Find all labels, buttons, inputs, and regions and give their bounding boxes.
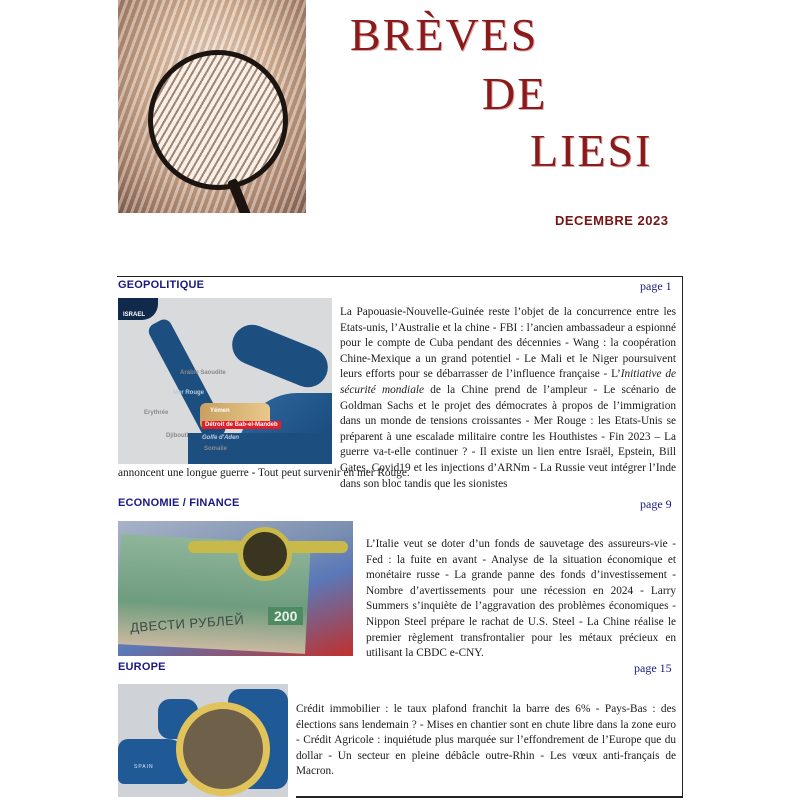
map-label-erythree: Erythrée	[144, 410, 169, 416]
masthead-line-1: BRÈVES	[350, 9, 539, 60]
section-title-europe: EUROPE	[118, 661, 166, 673]
page-ref-geopolitique[interactable]: page 1	[640, 279, 672, 293]
europe-euro-map-image	[118, 684, 288, 797]
geopolitique-text-part-2: de la Chine prend de l’ampleur - Le scénario de Goldman Sachs et le projet des démocrates à propos de l’immigration dans un monde de tensions croissantes - Mer Rouge : les Etats-Unis se préparent à une escalade militaire contre les Houthistes - Fin 2023 – La guerre va-t-elle continuer ? - Il existe un lien entre Israël, Epstein, Bill Gates, Covid19 et les injections d’ARNm - La Russie veut intégrer l’Inde dans son bloc tandis que les sionistes	[340, 383, 676, 490]
europe-article-text: Crédit immobilier : le taux plafond franchit la barre des 6% - Pays-Bas : des élections sans lendemain ? - Mises en chantier sont en chute libre dans la zone euro - Crédit Agricole : inquiétude plus marquée sur l’effondrement de l’Europe que du dollar - Un secteur en pleine débâcle outre-Rhin - Les vœux anti-français de Macron.	[296, 703, 676, 778]
frame-bottom-border	[296, 796, 683, 798]
map-label-somalie: Somalie	[204, 446, 228, 452]
masthead-line-3: LIESI	[530, 125, 653, 176]
map-label-arabie: Arabie Saoudite	[180, 370, 226, 376]
economie-finance-article-text: L’Italie veut se doter d’un fonds de sauvetage des assureurs-vie - Fed : la fuite en avant - Analyse de la situation économique et monétaire russe - La grande panne des fonds d’investissement - Nombre d’avertissements pour une récession en 2024 - Larry Summers s’inquiète de l’aggravation des problèmes économiques - Nippon Steel prépare le rachat de U.S. Steel - La Chine réalise le premier règlement transfrontalier pour les métaux précieux en utilisant la CBDC e-CNY.	[366, 538, 676, 660]
geopolitique-article-text	[340, 305, 676, 492]
masthead-line-2: DE	[482, 68, 548, 119]
section-title-geopolitique: GEOPOLITIQUE	[118, 279, 205, 291]
map-label-golfe: Golfe d'Aden	[202, 435, 240, 441]
section-title-economie-finance: ECONOMIE / FINANCE	[118, 497, 240, 509]
map-label-bab-el-mandeb: Détroit de Bab-el-Mandeb	[202, 421, 281, 429]
frame-top-border	[117, 276, 683, 277]
geopolitique-map-image	[118, 298, 332, 464]
map-label-spain: SPAIN	[134, 764, 154, 770]
page-ref-europe[interactable]: page 15	[634, 661, 672, 675]
valve-wheel-icon	[238, 527, 292, 581]
map-label-djibouti: Djibouti	[166, 433, 189, 439]
economie-ruble-image	[118, 521, 353, 656]
magnifying-glass-icon	[148, 50, 288, 190]
broken-euro-coin-icon	[176, 702, 270, 796]
page-ref-economie-finance[interactable]: page 9	[640, 497, 672, 511]
frame-right-border	[682, 276, 683, 798]
issue-date: DECEMBRE 2023	[555, 213, 669, 228]
geopolitique-text-tail: annoncent une longue guerre - Tout peut survenir en mer Rouge.	[118, 467, 410, 479]
map-label-mer-rouge: Mer Rouge	[173, 390, 205, 396]
cover-image-magnifying-glass	[118, 0, 306, 213]
map-label-israel: ISRAEL	[123, 312, 146, 318]
banknote-text: ДВЕСТИ РУБЛЕЙ	[129, 612, 245, 635]
geopolitique-text-italic: Initiative de sécurité mondiale	[340, 368, 676, 396]
banknote-denomination: 200	[268, 607, 303, 625]
geopolitique-text-part-1: La Papouasie-Nouvelle-Guinée reste l’objet de la concurrence entre les Etats-unis, l’Australie et la chine - FBI : l’ancien ambassadeur a espionné pour le compte de Cuba pendant des décennies - Wang : la coopération Chine-Mexique a un grand potentiel - Le Mali et le Niger poursuivent leurs efforts pour se débarrasser de l’influence française - L’	[340, 306, 676, 381]
persian-gulf	[226, 319, 332, 394]
map-label-yemen: Yémen	[210, 408, 230, 414]
